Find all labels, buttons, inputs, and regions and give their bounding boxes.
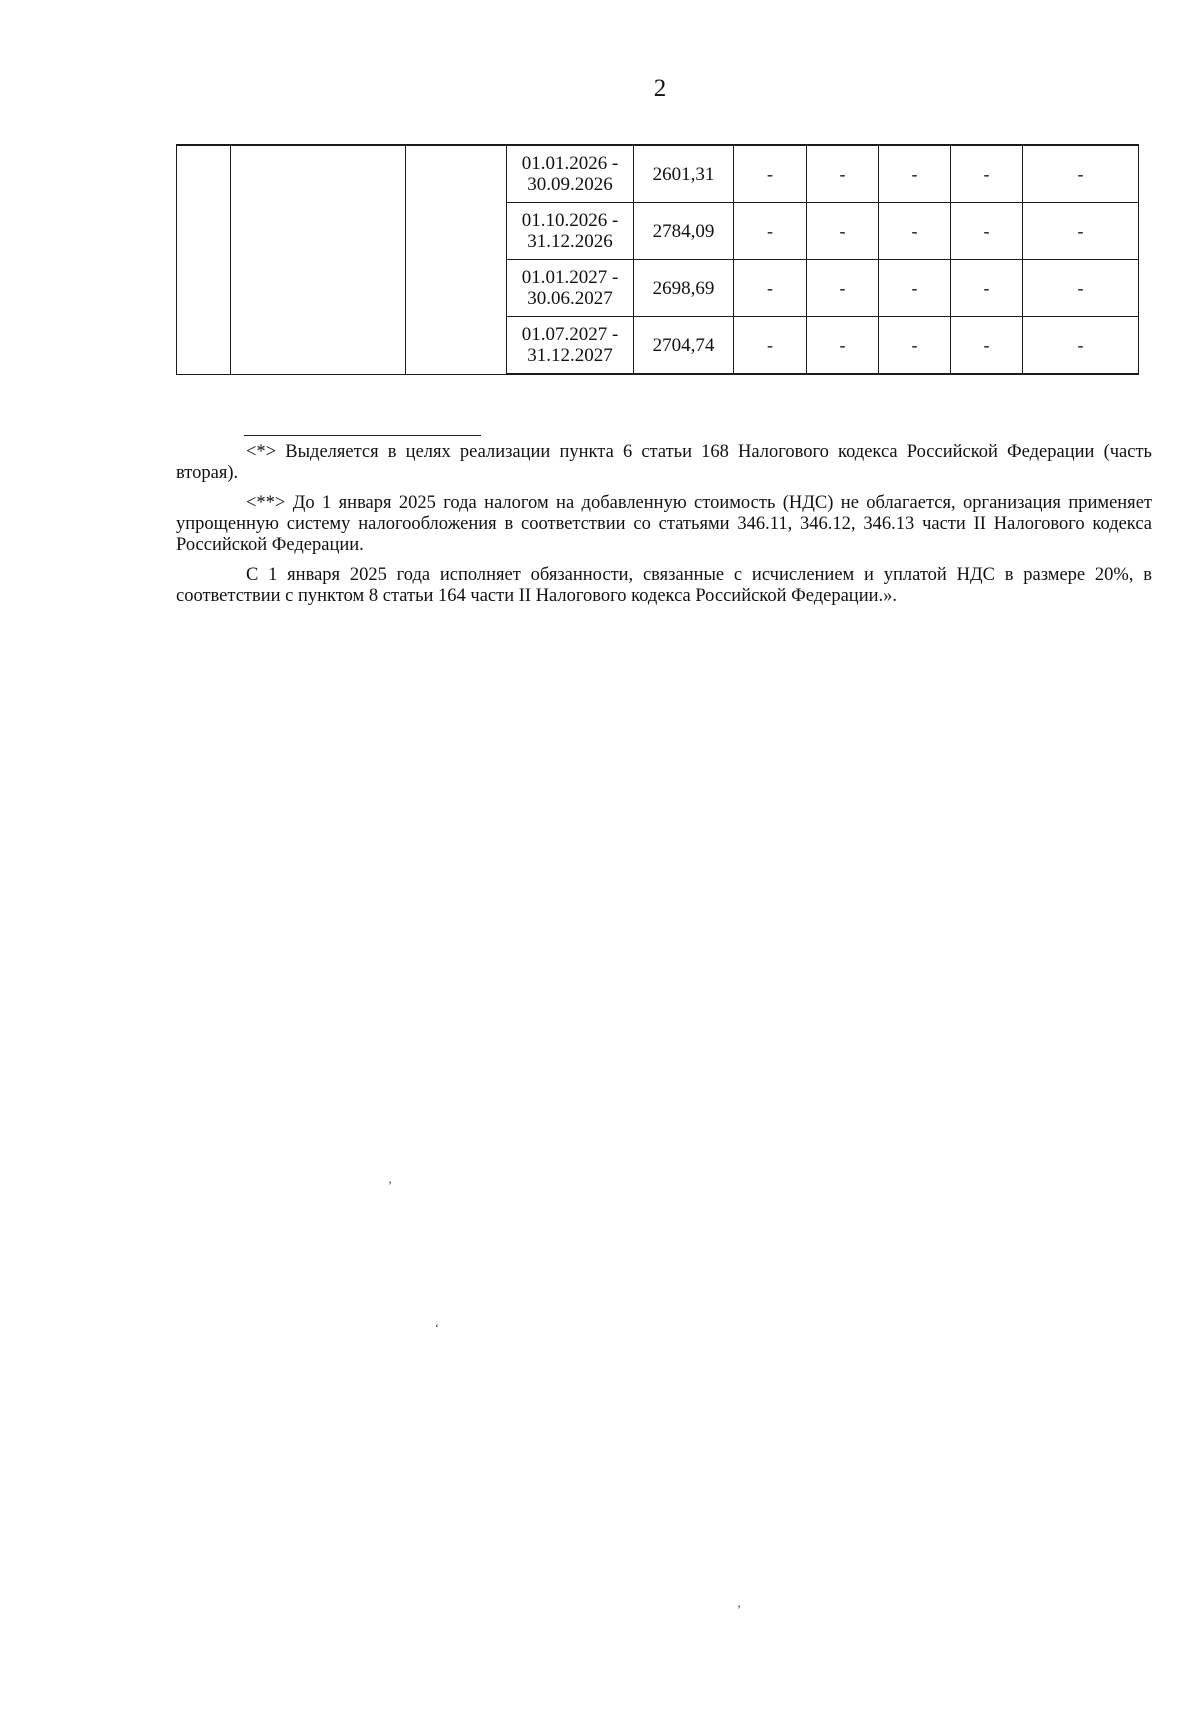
dash-cell: - <box>734 317 807 375</box>
tariff-table <box>176 144 1139 375</box>
period-to: 30.09.2026 <box>527 174 613 195</box>
dash-cell: - <box>1023 317 1139 375</box>
footnote-vat-allocation: <*> Выделяется в целях реализации пункта 6 статьи 168 Налогового кодекса Российской Федерации (часть вторая). <box>176 442 1152 483</box>
period-to: 31.12.2026 <box>527 231 613 252</box>
period-cell <box>507 203 634 260</box>
dash-cell: - <box>734 203 807 260</box>
row-number-cell <box>177 145 231 374</box>
period-from: 01.10.2026 - <box>521 210 619 231</box>
period-cell <box>507 260 634 317</box>
dash-cell: - <box>951 260 1023 317</box>
dash-cell: - <box>807 203 879 260</box>
dash-cell: - <box>879 145 951 203</box>
dash-cell: - <box>734 260 807 317</box>
tariff-value-cell: 2698,69 <box>634 260 734 317</box>
tariff-value-cell: 2601,31 <box>634 145 734 203</box>
table-row <box>177 145 1139 203</box>
dash-cell: - <box>1023 145 1139 203</box>
dash-cell: - <box>951 317 1023 375</box>
footnote-vat-obligation: С 1 января 2025 года исполняет обязанности, связанные с исчислением и уплатой НДС в размере 20%, в соответствии с пунктом 8 статьи 164 части II Налогового кодекса Российской Федерации.». <box>176 565 1152 606</box>
organization-cell <box>231 145 406 374</box>
page-number: 2 <box>653 75 667 102</box>
table-body <box>177 145 1139 374</box>
scan-speck: ‘ <box>435 1321 439 1335</box>
period-cell <box>507 145 634 203</box>
period-cell <box>507 317 634 375</box>
dash-cell: - <box>734 145 807 203</box>
period-from: 01.01.2027 - <box>521 267 619 288</box>
tariff-value-cell: 2704,74 <box>634 317 734 375</box>
dash-cell: - <box>879 317 951 375</box>
tariff-value-cell: 2784,09 <box>634 203 734 260</box>
footnote-divider <box>244 435 481 436</box>
dash-cell: - <box>807 260 879 317</box>
scan-speck: ’ <box>737 1602 741 1616</box>
period-from: 01.01.2026 - <box>521 153 619 174</box>
dash-cell: - <box>879 203 951 260</box>
footnotes <box>176 442 1152 616</box>
dash-cell: - <box>951 203 1023 260</box>
dash-cell: - <box>879 260 951 317</box>
period-to: 30.06.2027 <box>527 288 613 309</box>
dash-cell: - <box>1023 203 1139 260</box>
dash-cell: - <box>807 317 879 375</box>
dash-cell: - <box>951 145 1023 203</box>
footnote-vat-exemption: <**> До 1 января 2025 года налогом на добавленную стоимость (НДС) не облагается, организация применяет упрощенную систему налогообложения в соответствии со статьями 346.11, 346.12, 346.13 части II Налогового кодекса Российской Федерации. <box>176 493 1152 555</box>
category-cell <box>406 145 507 374</box>
dash-cell: - <box>1023 260 1139 317</box>
period-from: 01.07.2027 - <box>521 324 619 345</box>
scan-speck: ’ <box>388 1178 392 1192</box>
dash-cell: - <box>807 145 879 203</box>
period-to: 31.12.2027 <box>527 345 613 366</box>
